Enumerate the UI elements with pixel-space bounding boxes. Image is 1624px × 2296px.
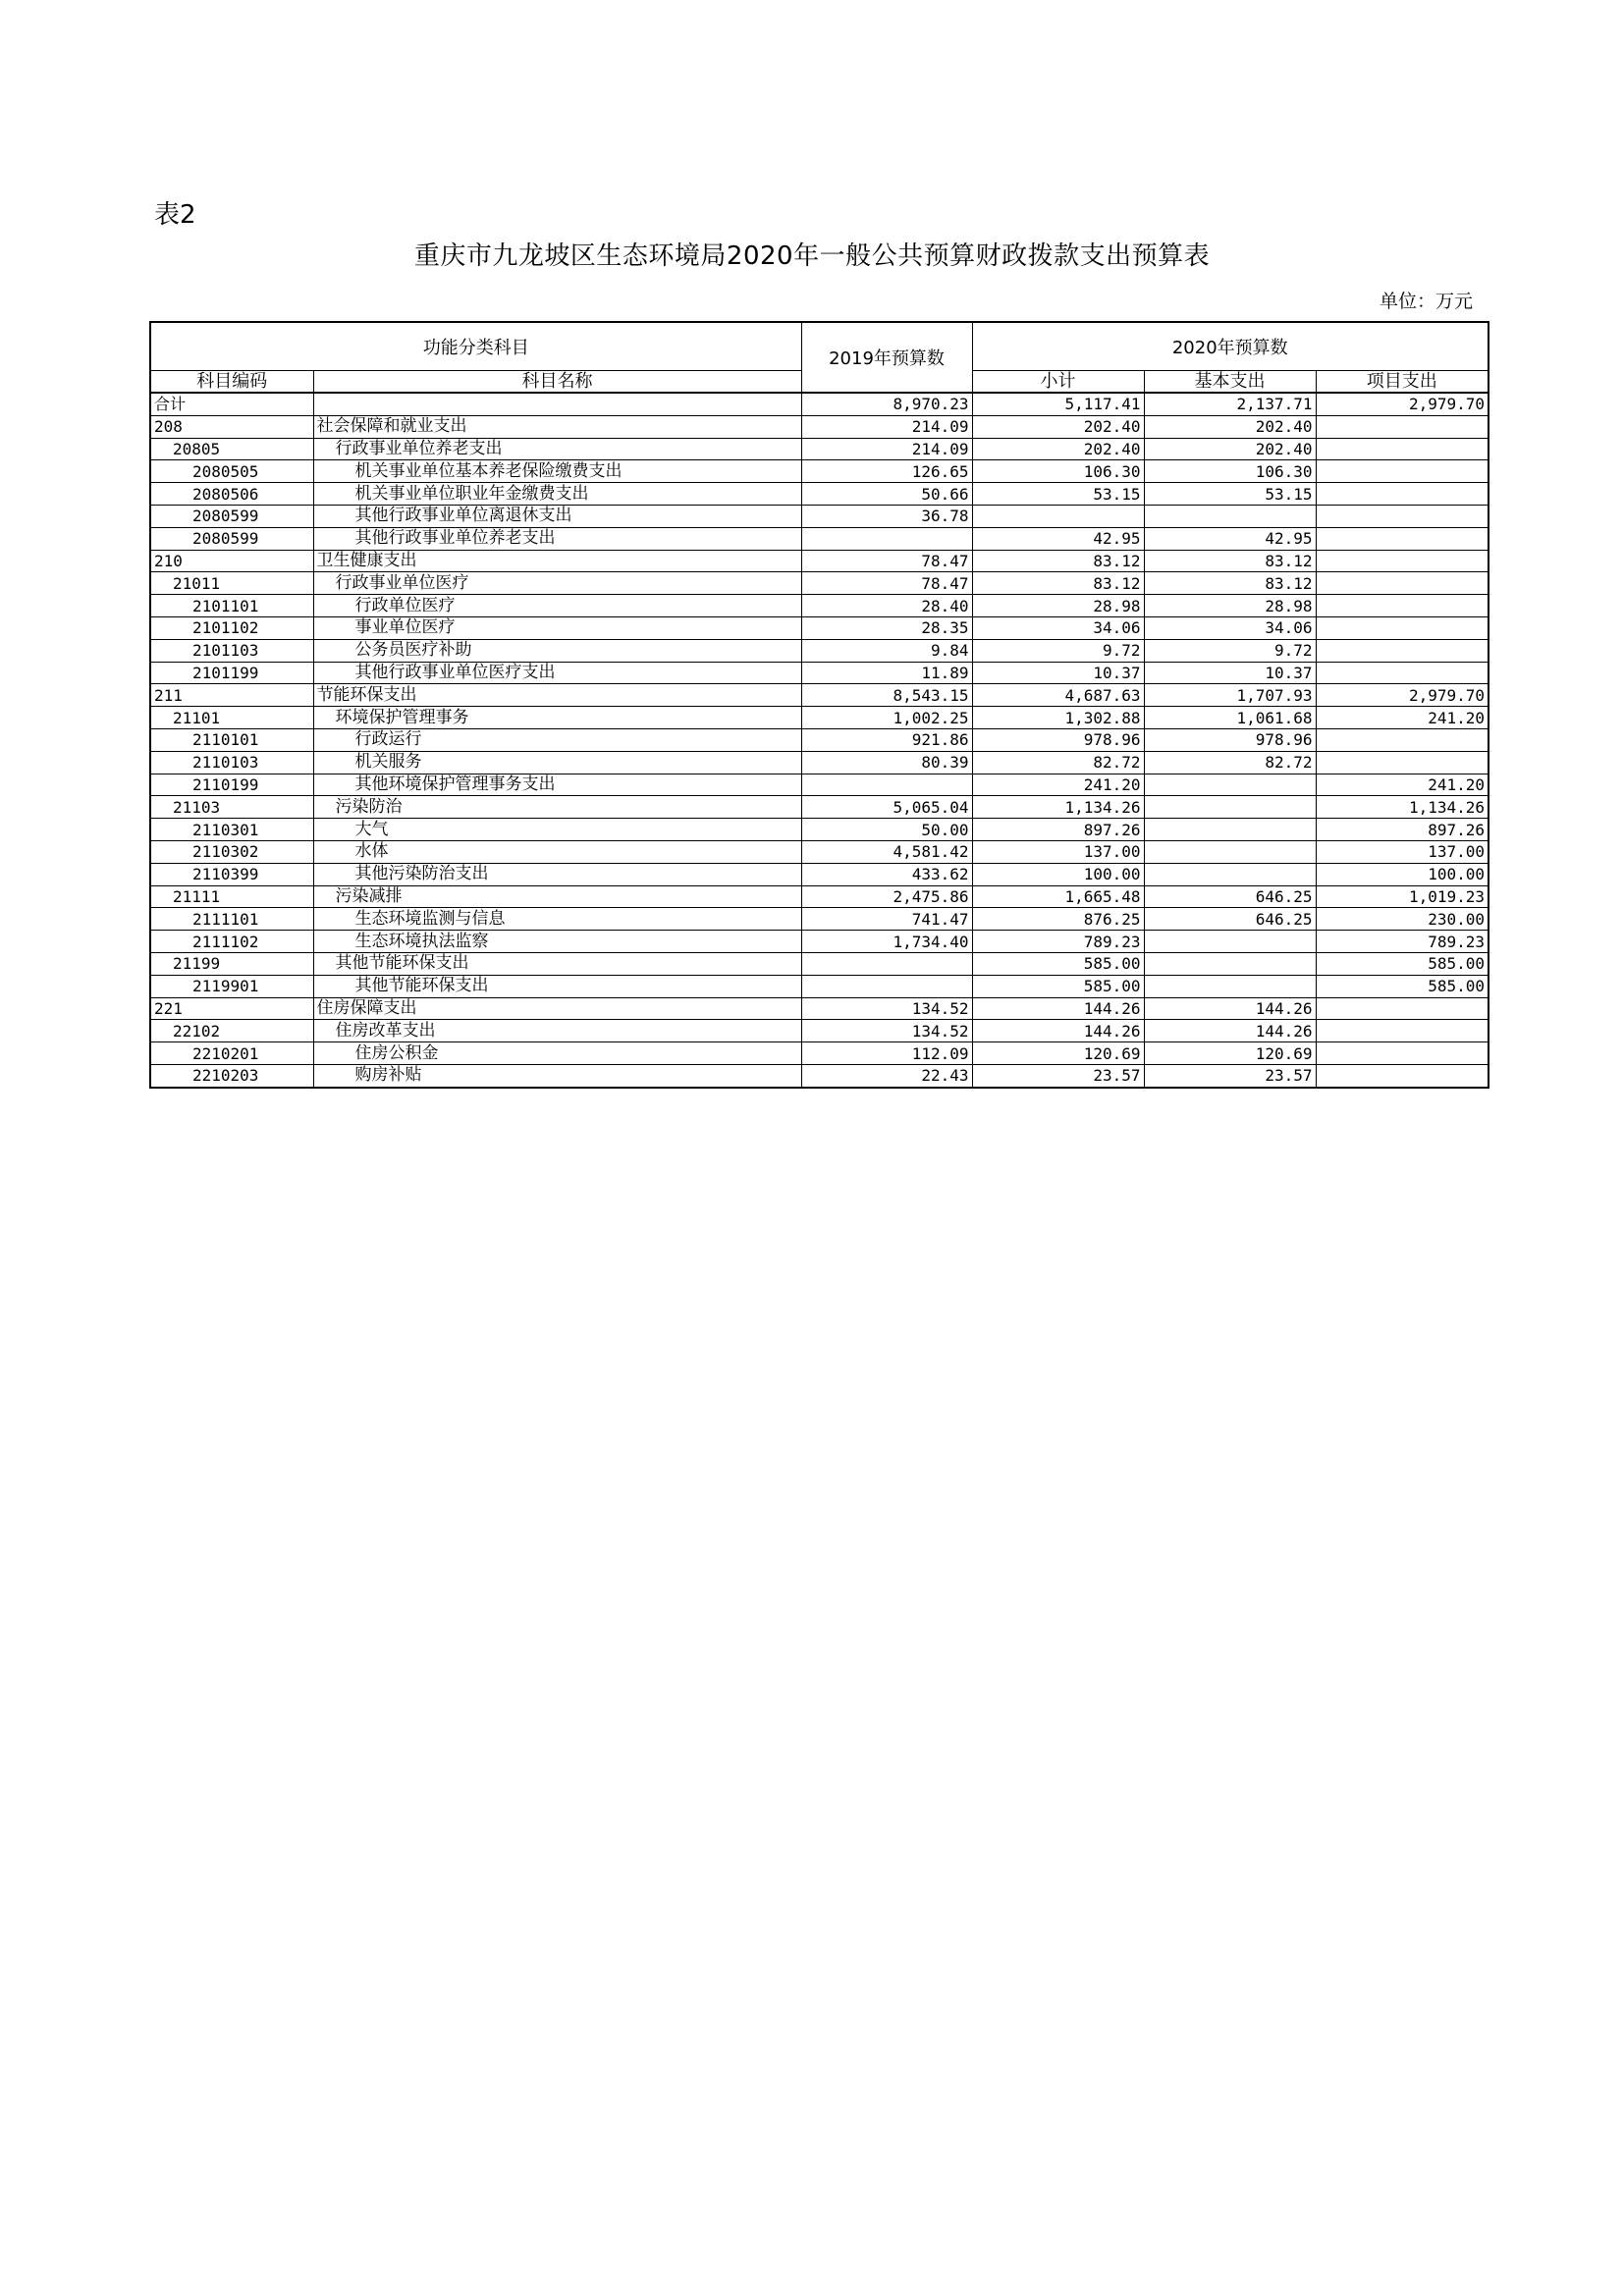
table-row — [150, 774, 1489, 796]
header-code: 科目编码 — [150, 371, 313, 394]
cell-subtotal: 585.00 — [972, 952, 1144, 975]
cell-name: 环境保护管理事务 — [313, 707, 801, 729]
table-row — [150, 751, 1489, 774]
cell-name: 购房补贴 — [313, 1064, 801, 1087]
cell-name: 行政运行 — [313, 728, 801, 751]
cell-prev-year — [801, 774, 972, 796]
cell-project — [1316, 483, 1489, 506]
cell-project — [1316, 595, 1489, 617]
cell-name: 卫生健康支出 — [313, 550, 801, 572]
cell-subtotal: 5,117.41 — [972, 393, 1144, 415]
cell-name: 机关事业单位职业年金缴费支出 — [313, 483, 801, 506]
cell-basic: 1,061.68 — [1144, 707, 1316, 729]
cell-name: 其他污染防治支出 — [313, 863, 801, 885]
cell-prev-year: 9.84 — [801, 639, 972, 662]
cell-subtotal: 42.95 — [972, 527, 1144, 550]
cell-code: 2101101 — [150, 595, 313, 617]
cell-prev-year: 5,065.04 — [801, 796, 972, 819]
table-row — [150, 616, 1489, 639]
cell-basic: 82.72 — [1144, 751, 1316, 774]
cell-project: 137.00 — [1316, 840, 1489, 863]
table-row — [150, 505, 1489, 527]
cell-subtotal: 10.37 — [972, 662, 1144, 684]
cell-basic: 83.12 — [1144, 572, 1316, 595]
cell-project: 241.20 — [1316, 774, 1489, 796]
cell-prev-year: 36.78 — [801, 505, 972, 527]
cell-code: 合计 — [150, 393, 313, 415]
cell-prev-year: 433.62 — [801, 863, 972, 885]
header-category: 功能分类科目 — [150, 322, 801, 371]
cell-project: 2,979.70 — [1316, 393, 1489, 415]
cell-project: 585.00 — [1316, 952, 1489, 975]
cell-name: 行政事业单位养老支出 — [313, 438, 801, 460]
cell-prev-year — [801, 952, 972, 975]
cell-code: 2101199 — [150, 662, 313, 684]
table-row — [150, 572, 1489, 595]
cell-code: 2110199 — [150, 774, 313, 796]
cell-prev-year: 214.09 — [801, 438, 972, 460]
cell-code: 2080599 — [150, 505, 313, 527]
cell-subtotal: 4,687.63 — [972, 684, 1144, 707]
cell-subtotal: 585.00 — [972, 975, 1144, 997]
cell-basic — [1144, 975, 1316, 997]
cell-prev-year: 741.47 — [801, 908, 972, 931]
cell-name: 社会保障和就业支出 — [313, 415, 801, 438]
cell-subtotal: 202.40 — [972, 438, 1144, 460]
cell-name: 行政单位医疗 — [313, 595, 801, 617]
cell-name: 住房保障支出 — [313, 997, 801, 1020]
cell-subtotal: 876.25 — [972, 908, 1144, 931]
cell-project — [1316, 639, 1489, 662]
table-row — [150, 908, 1489, 931]
cell-basic: 646.25 — [1144, 908, 1316, 931]
cell-project: 230.00 — [1316, 908, 1489, 931]
header-prev-year: 2019年预算数 — [801, 322, 972, 393]
cell-name: 其他节能环保支出 — [313, 975, 801, 997]
cell-name: 大气 — [313, 819, 801, 841]
cell-subtotal: 82.72 — [972, 751, 1144, 774]
cell-subtotal: 100.00 — [972, 863, 1144, 885]
cell-basic — [1144, 931, 1316, 953]
cell-prev-year: 8,543.15 — [801, 684, 972, 707]
cell-basic — [1144, 796, 1316, 819]
cell-code: 2111101 — [150, 908, 313, 931]
table-row — [150, 863, 1489, 885]
cell-project: 2,979.70 — [1316, 684, 1489, 707]
header-basic: 基本支出 — [1144, 371, 1316, 394]
table-row — [150, 639, 1489, 662]
cell-basic: 10.37 — [1144, 662, 1316, 684]
cell-prev-year: 50.00 — [801, 819, 972, 841]
cell-prev-year: 4,581.42 — [801, 840, 972, 863]
table-row — [150, 931, 1489, 953]
table-row — [150, 1020, 1489, 1042]
cell-basic: 2,137.71 — [1144, 393, 1316, 415]
cell-code: 20805 — [150, 438, 313, 460]
cell-code: 2080599 — [150, 527, 313, 550]
cell-code: 21103 — [150, 796, 313, 819]
cell-subtotal: 83.12 — [972, 550, 1144, 572]
cell-prev-year — [801, 975, 972, 997]
cell-subtotal: 53.15 — [972, 483, 1144, 506]
cell-code: 2110103 — [150, 751, 313, 774]
cell-code: 22102 — [150, 1020, 313, 1042]
cell-name: 生态环境执法监察 — [313, 931, 801, 953]
cell-project: 241.20 — [1316, 707, 1489, 729]
table-row — [150, 483, 1489, 506]
cell-basic: 42.95 — [1144, 527, 1316, 550]
cell-prev-year: 126.65 — [801, 460, 972, 483]
cell-name — [313, 393, 801, 415]
cell-prev-year: 11.89 — [801, 662, 972, 684]
cell-project — [1316, 728, 1489, 751]
cell-basic: 53.15 — [1144, 483, 1316, 506]
cell-basic: 144.26 — [1144, 1020, 1316, 1042]
table-row — [150, 885, 1489, 908]
cell-basic — [1144, 952, 1316, 975]
cell-prev-year — [801, 527, 972, 550]
cell-code: 21199 — [150, 952, 313, 975]
cell-project: 1,019.23 — [1316, 885, 1489, 908]
cell-name: 节能环保支出 — [313, 684, 801, 707]
cell-project — [1316, 527, 1489, 550]
cell-name: 其他行政事业单位离退休支出 — [313, 505, 801, 527]
cell-basic: 646.25 — [1144, 885, 1316, 908]
cell-name: 事业单位医疗 — [313, 616, 801, 639]
cell-name: 行政事业单位医疗 — [313, 572, 801, 595]
cell-name: 其他节能环保支出 — [313, 952, 801, 975]
cell-prev-year: 78.47 — [801, 550, 972, 572]
cell-project — [1316, 505, 1489, 527]
cell-subtotal: 144.26 — [972, 997, 1144, 1020]
cell-subtotal: 120.69 — [972, 1042, 1144, 1065]
cell-prev-year: 134.52 — [801, 997, 972, 1020]
cell-subtotal: 1,134.26 — [972, 796, 1144, 819]
cell-project: 789.23 — [1316, 931, 1489, 953]
cell-prev-year: 78.47 — [801, 572, 972, 595]
cell-prev-year: 1,734.40 — [801, 931, 972, 953]
cell-code: 2110302 — [150, 840, 313, 863]
cell-basic: 120.69 — [1144, 1042, 1316, 1065]
table-row — [150, 997, 1489, 1020]
cell-basic — [1144, 840, 1316, 863]
cell-name: 机关服务 — [313, 751, 801, 774]
cell-prev-year: 28.40 — [801, 595, 972, 617]
cell-code: 208 — [150, 415, 313, 438]
cell-subtotal — [972, 505, 1144, 527]
cell-code: 2210203 — [150, 1064, 313, 1087]
cell-subtotal: 978.96 — [972, 728, 1144, 751]
table-row — [150, 707, 1489, 729]
table-row — [150, 840, 1489, 863]
cell-basic: 978.96 — [1144, 728, 1316, 751]
table-row — [150, 550, 1489, 572]
table-row — [150, 1042, 1489, 1065]
cell-project — [1316, 1020, 1489, 1042]
cell-name: 污染防治 — [313, 796, 801, 819]
cell-subtotal: 23.57 — [972, 1064, 1144, 1087]
cell-subtotal: 202.40 — [972, 415, 1144, 438]
cell-subtotal: 34.06 — [972, 616, 1144, 639]
cell-name: 住房改革支出 — [313, 1020, 801, 1042]
cell-code: 2101103 — [150, 639, 313, 662]
cell-project — [1316, 751, 1489, 774]
cell-prev-year: 80.39 — [801, 751, 972, 774]
cell-code: 21111 — [150, 885, 313, 908]
cell-name: 水体 — [313, 840, 801, 863]
cell-prev-year: 2,475.86 — [801, 885, 972, 908]
cell-basic: 1,707.93 — [1144, 684, 1316, 707]
cell-name: 污染减排 — [313, 885, 801, 908]
cell-name: 其他行政事业单位养老支出 — [313, 527, 801, 550]
table-body — [150, 393, 1489, 1088]
table-label: 表2 — [154, 200, 196, 230]
cell-project — [1316, 438, 1489, 460]
cell-prev-year: 921.86 — [801, 728, 972, 751]
table-row — [150, 527, 1489, 550]
unit-label: 单位：万元 — [1379, 291, 1473, 312]
cell-prev-year: 112.09 — [801, 1042, 972, 1065]
cell-code: 210 — [150, 550, 313, 572]
header-curr-year: 2020年预算数 — [972, 322, 1489, 371]
cell-basic — [1144, 863, 1316, 885]
cell-project: 585.00 — [1316, 975, 1489, 997]
table-row — [150, 438, 1489, 460]
cell-name: 住房公积金 — [313, 1042, 801, 1065]
cell-prev-year: 50.66 — [801, 483, 972, 506]
cell-code: 2210201 — [150, 1042, 313, 1065]
cell-name: 其他行政事业单位医疗支出 — [313, 662, 801, 684]
table-row — [150, 415, 1489, 438]
cell-code: 221 — [150, 997, 313, 1020]
cell-subtotal: 789.23 — [972, 931, 1144, 953]
cell-name: 公务员医疗补助 — [313, 639, 801, 662]
cell-prev-year: 214.09 — [801, 415, 972, 438]
cell-subtotal: 83.12 — [972, 572, 1144, 595]
cell-basic: 9.72 — [1144, 639, 1316, 662]
page-title: 重庆市九龙坡区生态环境局2020年一般公共预算财政拨款支出预算表 — [413, 241, 1211, 271]
table-row — [150, 393, 1489, 415]
cell-code: 2080505 — [150, 460, 313, 483]
cell-subtotal: 144.26 — [972, 1020, 1144, 1042]
cell-subtotal: 28.98 — [972, 595, 1144, 617]
cell-code: 21101 — [150, 707, 313, 729]
cell-name: 生态环境监测与信息 — [313, 908, 801, 931]
cell-project — [1316, 616, 1489, 639]
cell-project — [1316, 1042, 1489, 1065]
table-row — [150, 975, 1489, 997]
cell-prev-year: 22.43 — [801, 1064, 972, 1087]
cell-project — [1316, 572, 1489, 595]
cell-code: 2111102 — [150, 931, 313, 953]
cell-project — [1316, 1064, 1489, 1087]
table-row — [150, 460, 1489, 483]
cell-basic — [1144, 819, 1316, 841]
cell-basic: 83.12 — [1144, 550, 1316, 572]
cell-basic: 202.40 — [1144, 415, 1316, 438]
cell-basic: 144.26 — [1144, 997, 1316, 1020]
cell-prev-year: 134.52 — [801, 1020, 972, 1042]
cell-subtotal: 241.20 — [972, 774, 1144, 796]
cell-subtotal: 106.30 — [972, 460, 1144, 483]
table-row — [150, 796, 1489, 819]
cell-project: 100.00 — [1316, 863, 1489, 885]
cell-code: 2110101 — [150, 728, 313, 751]
header-project: 项目支出 — [1316, 371, 1489, 394]
cell-subtotal: 1,665.48 — [972, 885, 1144, 908]
cell-basic — [1144, 505, 1316, 527]
cell-project — [1316, 415, 1489, 438]
cell-basic: 34.06 — [1144, 616, 1316, 639]
cell-basic: 28.98 — [1144, 595, 1316, 617]
table-row — [150, 819, 1489, 841]
table-row — [150, 662, 1489, 684]
cell-project — [1316, 997, 1489, 1020]
table-row — [150, 728, 1489, 751]
cell-code: 2101102 — [150, 616, 313, 639]
cell-code: 211 — [150, 684, 313, 707]
budget-table — [149, 321, 1489, 1089]
cell-prev-year: 8,970.23 — [801, 393, 972, 415]
cell-project: 897.26 — [1316, 819, 1489, 841]
cell-subtotal: 9.72 — [972, 639, 1144, 662]
cell-prev-year: 1,002.25 — [801, 707, 972, 729]
cell-subtotal: 137.00 — [972, 840, 1144, 863]
cell-name: 机关事业单位基本养老保险缴费支出 — [313, 460, 801, 483]
cell-project — [1316, 662, 1489, 684]
cell-name: 其他环境保护管理事务支出 — [313, 774, 801, 796]
cell-subtotal: 897.26 — [972, 819, 1144, 841]
cell-project: 1,134.26 — [1316, 796, 1489, 819]
table-row — [150, 595, 1489, 617]
header-name: 科目名称 — [313, 371, 801, 394]
cell-code: 2110399 — [150, 863, 313, 885]
cell-prev-year: 28.35 — [801, 616, 972, 639]
table-row — [150, 1064, 1489, 1087]
cell-code: 21011 — [150, 572, 313, 595]
table-row — [150, 952, 1489, 975]
cell-project — [1316, 550, 1489, 572]
cell-code: 2119901 — [150, 975, 313, 997]
cell-basic: 202.40 — [1144, 438, 1316, 460]
cell-code: 2080506 — [150, 483, 313, 506]
cell-basic: 23.57 — [1144, 1064, 1316, 1087]
header-subtotal: 小计 — [972, 371, 1144, 394]
cell-project — [1316, 460, 1489, 483]
table-row — [150, 684, 1489, 707]
cell-code: 2110301 — [150, 819, 313, 841]
cell-basic — [1144, 774, 1316, 796]
cell-basic: 106.30 — [1144, 460, 1316, 483]
cell-subtotal: 1,302.88 — [972, 707, 1144, 729]
